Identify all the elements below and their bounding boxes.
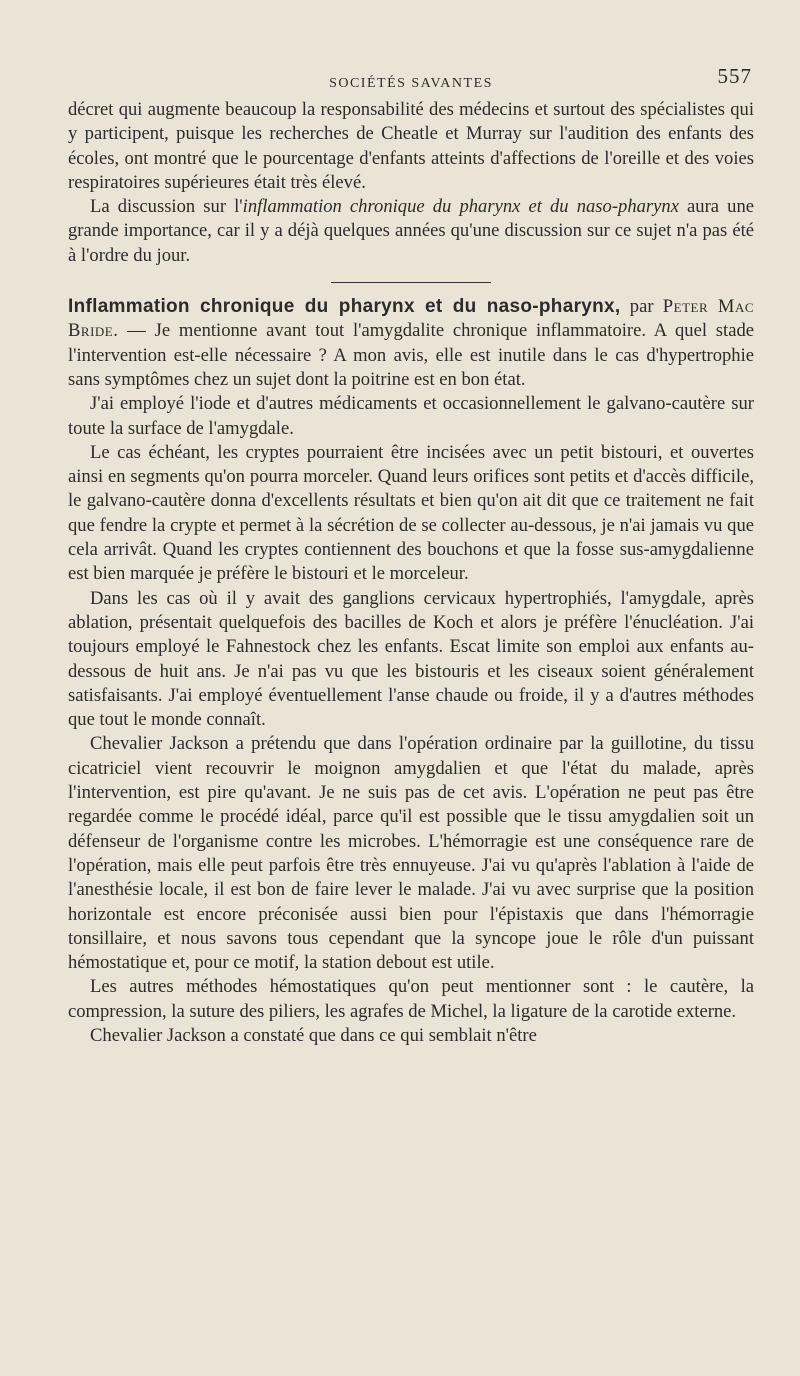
article-lead-paragraph [68,295,754,392]
running-title: SOCIÉTÉS SAVANTES [329,76,493,91]
article-paragraph: J'ai employé l'iode et d'autres médicaments et occasionnellement le galvano-cautère sur toute la surface de l'amygdale. [68,393,754,439]
article-author: Peter Mac Bride. [68,296,754,342]
intro-paragraph-2 [68,195,754,268]
intro-p2-end: aura une grande importance, car il y a déjà quelques années qu'une discussion sur ce sujet n'a pas été à l'ordre du jour. [68,196,755,266]
article-paragraph: Le cas échéant, les cryptes pourraient être incisées avec un petit bistouri, et ouvertes ainsi en segments qu'on pourra morceler. Quand leurs orifices sont petits et d'accès difficile, le galvano-cautère donna d'excellents résultats et bien qu'on ait dit que ce traitement ne fait que fendre la crypte et permet à la sécrétion de se collecter au-dessous, je n'ai jamais vu que cela arrivât. Quand les cryptes contiennent des bouchons et que la fosse sus-amygdalienne est bien marquée je préfère le bistouri et le morceleur. [68,441,754,585]
article-lead: — Je mentionne avant tout l'amygdalite chronique inflammatoire. A quel stade l'intervention est-elle nécessaire ? A mon avis, elle est inutile dans le cas d'hypertrophie sans symptômes chez un sujet dont la poitrine est en bon état. [68,320,754,390]
article-by: par [620,296,663,318]
body-text [68,98,754,1048]
section-divider [331,282,491,283]
discussion-topic: inflammation chronique du pharynx et du naso-pharynx [242,196,679,218]
article-title: Inflammation chronique du pharynx et du naso-pharynx, [68,296,621,318]
article-paragraph: Dans les cas où il y avait des ganglions cervicaux hypertrophiés, l'amygdale, après ablation, présentait quelquefois des bacilles de Koch et alors je préfère l'énucléation. J'ai toujours employé le Fahnestock chez les enfants. Escat limite son emploi aux enfants au-dessous de huit ans. Je n'ai pas vu que les bistouris et les ciseaux soient généralement satisfaisants. J'ai employé éventuellement l'anse chaude ou froide, il y a d'autres méthodes que tout le monde connaît. [68,587,754,731]
page-header [68,58,754,98]
intro-p2-start: La discussion sur l' [90,196,243,218]
page-number: 557 [717,64,752,88]
article-paragraph: Chevalier Jackson a constaté que dans ce qui semblait n'être [90,1024,537,1046]
article-paragraph: Les autres méthodes hémostatiques qu'on peut mentionner sont : le cautère, la compression, la suture des piliers, les agrafes de Michel, la ligature de la carotide externe. [68,976,754,1022]
intro-paragraph-1: décret qui augmente beaucoup la responsabilité des médecins et surtout des spécialistes qui y participent, puisque les recherches de Cheatle et Murray sur l'audition des enfants des écoles, ont montré que le pourcentage d'enfants atteints d'affections de l'oreille et des voies respiratoires supérieures était très élevé. [68,99,754,193]
article-paragraph: Chevalier Jackson a prétendu que dans l'opération ordinaire par la guillotine, du tissu cicatriciel vient recouvrir le moignon amygdalien et que l'état du malade, après l'intervention, est pire qu'avant. Je ne suis pas de cet avis. L'opération ne peut pas être regardée comme le procédé idéal, parce qu'il est possible que le tissu amygdalien soit un défenseur de l'organisme contre les microbes. L'hémorragie est une conséquence rare de l'opération, mais elle peut parfois être très ennuyeuse. J'ai vu qu'après l'ablation à l'aide de l'anesthésie locale, il est bon de faire lever le malade. J'ai vu avec surprise que la position horizontale est encore préconisée aussi bien pour l'épistaxis que dans l'hémorragie tonsillaire, et nous savons tous cependant que la syncope joue le rôle d'un puissant hémostatique et, pour ce motif, la station debout est utile. [68,733,754,974]
